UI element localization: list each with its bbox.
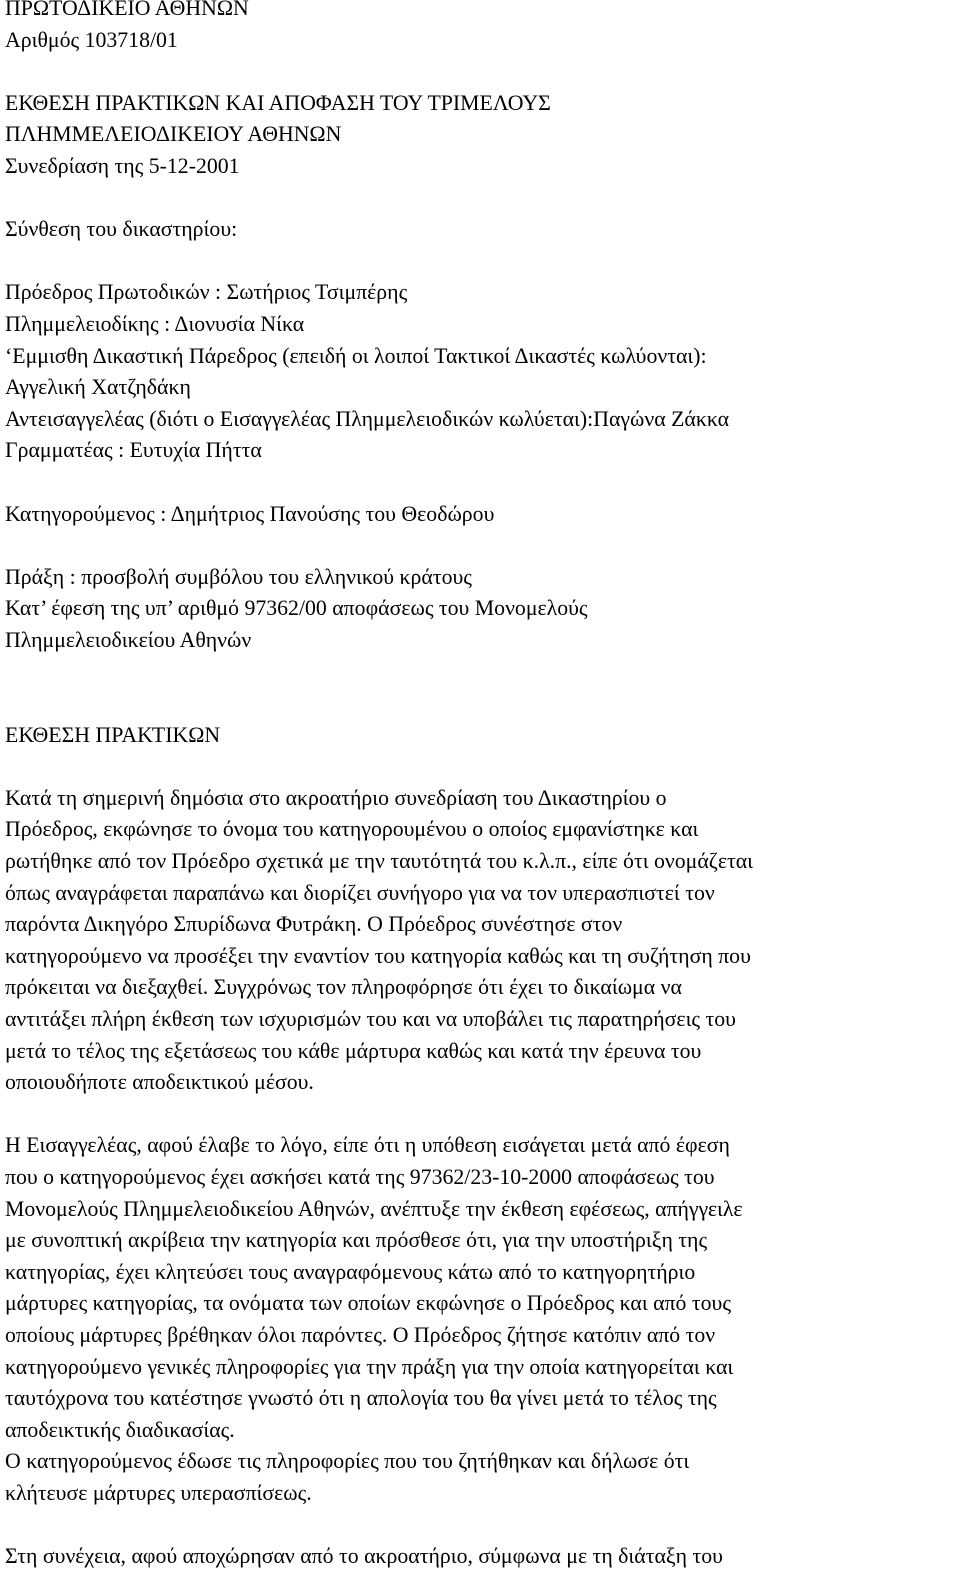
paragraph-line: αντιτάξει πλήρη έκθεση των ισχυρισμών του και να υποβάλει τις παρατηρήσεις του: [5, 1007, 736, 1031]
composition-line: ‘Εμμισθη Δικαστική Πάρεδρος (επειδή οι λοιποί Τακτικοί Δικαστές κωλύονται):: [5, 343, 707, 368]
paragraph-line: με συνοπτική ακρίβεια την κατηγορία και πρόσθεσε ότι, για την υποστήριξη της: [5, 1228, 708, 1253]
composition-line: Αντεισαγγελέας (διότι ο Εισαγγελέας Πλημμελειοδικών κωλύεται):Παγώνα Ζάκκα: [5, 406, 730, 431]
minutes-paragraph-1: [5, 783, 945, 1099]
paragraph-line: όπως αναγράφεται παραπάνω και διορίζει συνήγορο για να τον υπερασπιστεί τον: [5, 880, 715, 905]
paragraph-line: αποδεικτικής διαδικασίας.: [5, 1417, 235, 1442]
composition-line: Πρόεδρος Πρωτοδικών : Σωτήριος Τσιμπέρης: [5, 280, 408, 305]
paragraph-line: Ο κατηγορούμενος έδωσε τις πληροφορίες που του ζητήθηκαν και δήλωσε ότι: [5, 1449, 690, 1474]
case-number: Αριθμός 103718/01: [5, 27, 178, 52]
session-date: Συνεδρίαση της 5-12-2001: [5, 153, 240, 178]
paragraph-line: ταυτόχρονα του κατέστησε γνωστό ότι η απολογία του θα γίνει μετά το τέλος της: [5, 1386, 717, 1411]
act-line: Πλημμελειοδικείου Αθηνών: [5, 627, 252, 652]
minutes-heading: ΕΚΘΕΣΗ ΠΡΑΚΤΙΚΩΝ: [5, 722, 221, 747]
act-line: Κατ’ έφεση της υπ’ αριθμό 97362/00 αποφάσεως του Μονομελούς: [5, 596, 588, 621]
paragraph-line: που ο κατηγορούμενος έχει ασκήσει κατά της 97362/23-10-2000 αποφάσεως του: [5, 1164, 715, 1189]
paragraph-line: Κατά τη σημερινή δημόσια στο ακροατήριο συνεδρίαση του Δικαστηρίου ο: [5, 785, 667, 810]
blank-line: [5, 530, 945, 562]
paragraph-line: μάρτυρες κατηγορίας, τα ονόματα των οποίων εκφώνησε ο Πρόεδρος και από τους: [5, 1291, 731, 1316]
court-name: ΠΡΩΤΟΔΙΚΕΙΟ ΑΘΗΝΩΝ: [5, 0, 249, 20]
paragraph-line: οποίους μάρτυρες βρέθηκαν όλοι παρόντες. Ο Πρόεδρος ζήτησε κατόπιν από τον: [5, 1322, 716, 1347]
paragraph-line: κατηγορούμενο να προσέξει την εναντίον του κατηγορία καθώς και τη συζήτηση που: [5, 943, 751, 968]
composition-line: Γραμματέας : Ευτυχία Πήττα: [5, 438, 262, 463]
document-title-line-1: ΕΚΘΕΣΗ ΠΡΑΚΤΙΚΩΝ ΚΑΙ ΑΠΟΦΑΣΗ ΤΟΥ ΤΡΙΜΕΛΟΥΣ: [5, 90, 551, 115]
blank-line: [5, 1510, 945, 1542]
document-title-line-2: ΠΛΗΜΜΕΛΕΙΟΔΙΚΕΙΟΥ ΑΘΗΝΩΝ: [5, 122, 342, 147]
act-section: [5, 562, 945, 657]
paragraph-line: κλήτευσε μάρτυρες υπερασπίσεως.: [5, 1480, 312, 1505]
act-line: Πράξη : προσβολή συμβόλου του ελληνικού κράτους: [5, 564, 472, 589]
blank-line: [5, 656, 945, 688]
paragraph-line: Πρόεδρος, εκφώνησε το όνομα του κατηγορουμένου ο οποίος εμφανίστηκε και: [5, 817, 699, 842]
blank-line: [5, 1099, 945, 1131]
document-page: [5, 0, 945, 1573]
paragraph-line: οποιουδήποτε αποδεικτικού μέσου.: [5, 1070, 314, 1095]
paragraph-line: ρωτήθηκε από τον Πρόεδρο σχετικά με την ταυτότητά του κ.λ.π., είπε ότι ονομάζεται: [5, 849, 754, 874]
paragraph-line: Μονομελούς Πλημμελειοδικείου Αθηνών, ανέπτυξε την έκθεση εφέσεως, απήγγειλε: [5, 1196, 743, 1221]
paragraph-line: Η Εισαγγελέας, αφού έλαβε το λόγο, είπε ότι η υπόθεση εισάγεται μετά από έφεση: [5, 1133, 730, 1158]
minutes-paragraph-4: [5, 1541, 945, 1573]
court-composition: [5, 277, 945, 467]
paragraph-line: μετά το τέλος της εξετάσεως του κάθε μάρτυρα καθώς και κατά την έρευνα του: [5, 1038, 702, 1063]
blank-line: [5, 246, 945, 278]
minutes-paragraph-2: [5, 1130, 945, 1446]
composition-line: Αγγελική Χατζηδάκη: [5, 375, 191, 400]
composition-heading: Σύνθεση του δικαστηρίου:: [5, 217, 238, 242]
blank-line: [5, 56, 945, 88]
blank-line: [5, 751, 945, 783]
paragraph-line: κατηγορίας, έχει κλητεύσει τους αναγραφόμενους κάτω από το κατηγορητήριο: [5, 1259, 696, 1284]
paragraph-line: παρόντα Δικηγόρο Σπυρίδωνα Φυτράκη. Ο Πρόεδρος συνέστησε στον: [5, 912, 623, 937]
paragraph-line: κατηγορούμενο γενικές πληροφορίες για την πράξη για την οποία κατηγορείται και: [5, 1354, 734, 1379]
composition-line: Πλημμελειοδίκης : Διονυσία Νίκα: [5, 311, 305, 336]
defendant-line: Κατηγορούμενος : Δημήτριος Πανούσης του Θεοδώρου: [5, 501, 495, 526]
paragraph-line: Στη συνέχεια, αφού αποχώρησαν από το ακροατήριο, σύμφωνα με τη διάταξη του: [5, 1544, 723, 1569]
blank-line: [5, 467, 945, 499]
minutes-paragraph-3: [5, 1446, 945, 1509]
blank-line: [5, 183, 945, 215]
blank-line: [5, 688, 945, 720]
paragraph-line: πρόκειται να διεξαχθεί. Συγχρόνως τον πληροφόρησε ότι έχει το δικαίωμα να: [5, 975, 682, 1000]
